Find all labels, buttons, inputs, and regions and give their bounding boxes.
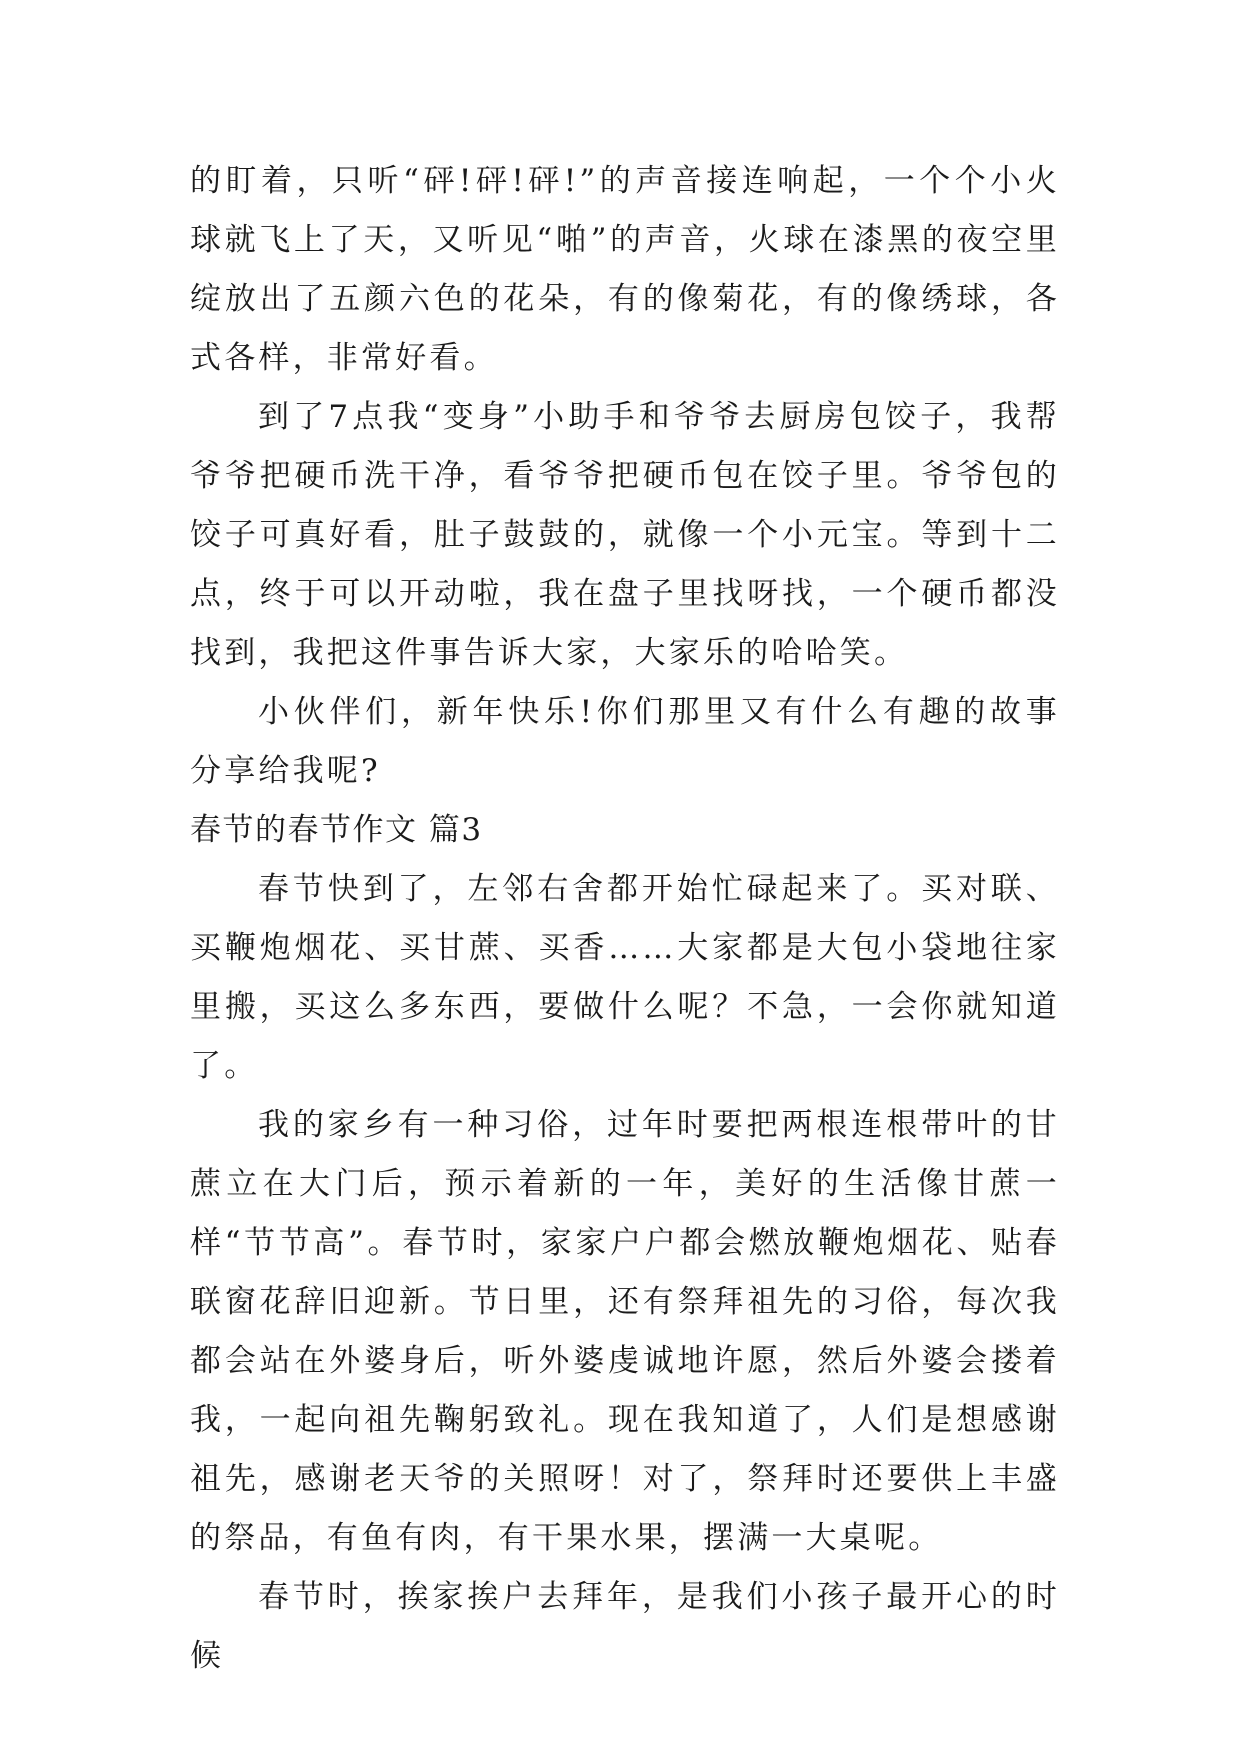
paragraph-fireworks: 的盯着，只听“砰!砰!砰!”的声音接连响起，一个个小火球就飞上了天，又听见“啪”的声音，火球在漆黑的夜空里绽放出了五颜六色的花朵，有的像菊花，有的像绣球，各式各样，非常好看。 xyxy=(190,163,1060,376)
essay-body xyxy=(190,152,1060,1686)
paragraph-preparations: 春节快到了，左邻右舍都开始忙碌起来了。买对联、买鞭炮烟花、买甘蔗、买香……大家都是大包小袋地往家里搬，买这么多东西，要做什么呢？不急，一会你就知道了。 xyxy=(190,871,1060,1084)
section-heading: 春节的春节作文 篇3 xyxy=(190,812,483,848)
paragraph-new-year-greeting: 小伙伴们，新年快乐!你们那里又有什么有趣的故事分享给我呢? xyxy=(190,694,1060,789)
paragraph-dumplings: 到了7点我“变身”小助手和爷爷去厨房包饺子，我帮爷爷把硬币洗干净，看爷爷把硬币包在饺子里。爷爷包的饺子可真好看，肚子鼓鼓的，就像一个小元宝。等到十二点，终于可以开动啦，我在盘子里找呀找，一个硬币都没找到，我把这件事告诉大家，大家乐的哈哈笑。 xyxy=(190,399,1060,671)
paragraph-new-year-visits: 春节时，挨家挨户去拜年，是我们小孩子最开心的时候 xyxy=(190,1579,1060,1674)
paragraph-customs: 我的家乡有一种习俗，过年时要把两根连根带叶的甘蔗立在大门后，预示着新的一年，美好的生活像甘蔗一样“节节高”。春节时，家家户户都会燃放鞭炮烟花、贴春联窗花辞旧迎新。节日里，还有祭拜祖先的习俗，每次我都会站在外婆身后，听外婆虔诚地许愿，然后外婆会搂着我，一起向祖先鞠躬致礼。现在我知道了，人们是想感谢祖先，感谢老天爷的关照呀！对了，祭拜时还要供上丰盛的祭品，有鱼有肉，有干果水果，摆满一大桌呢。 xyxy=(190,1107,1060,1556)
